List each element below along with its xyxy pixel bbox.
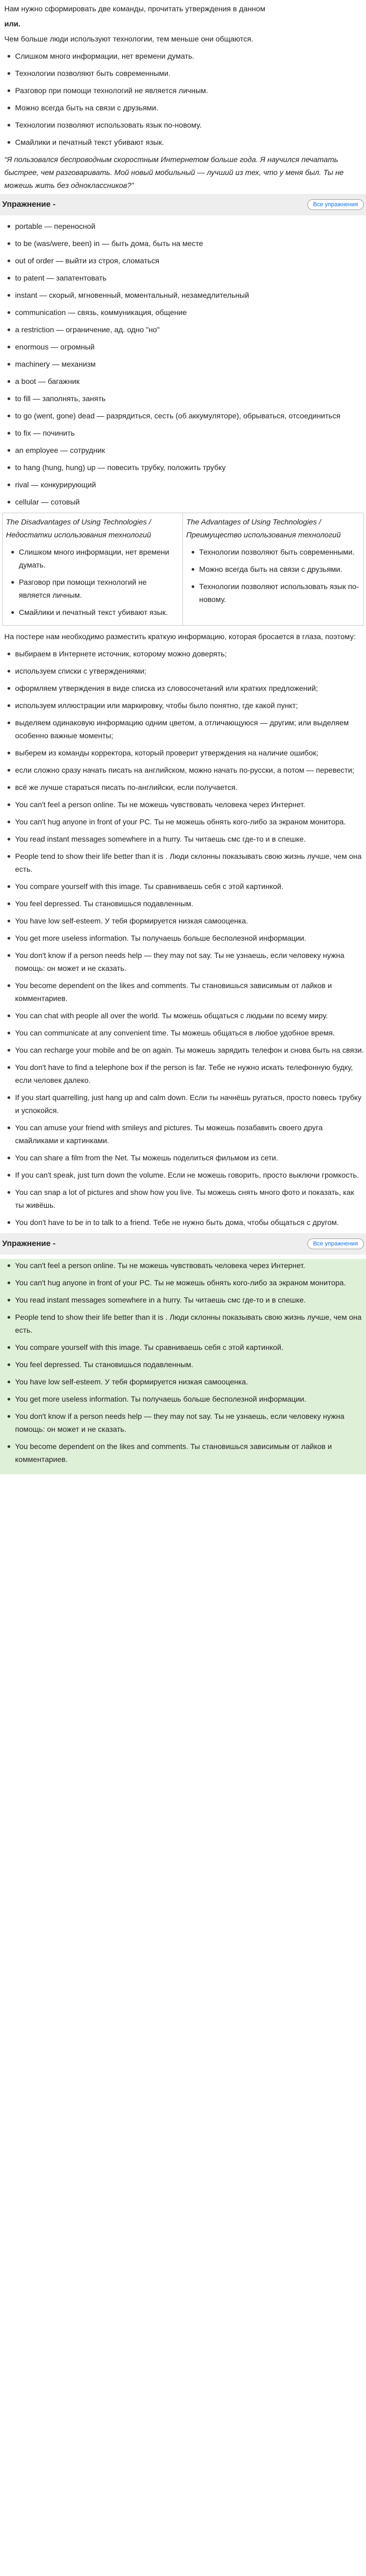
list-item: выберем из команды корректора, который проверит утверждения на наличие ошибок; (2, 746, 364, 759)
list-item: to go (went, gone) dead — разрядиться, сесть (об аккумуляторе), обрываться, отсоединиться (2, 409, 364, 422)
intro-section (0, 2, 366, 192)
list-item: Технологии позволяют использовать язык по-новому. (186, 580, 360, 606)
list-item: всё же лучше стараться писать по-английски, если получается. (2, 781, 364, 794)
list-item: You can't hug anyone in front of your PC. Ты не можешь обнять кого-либо за экраном монитора. (2, 815, 364, 828)
list-item: You compare yourself with this image. Ты сравниваешь себя с этой картинкой. (2, 880, 364, 893)
exercise-title: Упражнение - (2, 200, 56, 209)
column-list (6, 545, 179, 619)
list-item: You can amuse your friend with smileys and pictures. Ты можешь позабавить своего друга смайликами и картинками. (2, 1121, 364, 1147)
list-item: You can't feel a person online. Ты не можешь чувствовать человека через Интернет. (2, 1259, 364, 1272)
list-item: You don't know if a person needs help — they may not say. Ты не узнаешь, если человеку нужна помощь: он может и не сказать. (2, 949, 364, 975)
intro-list (2, 50, 364, 149)
column-list (186, 545, 360, 606)
list-item: Технологии позволяют использовать язык по-новому. (2, 118, 364, 131)
list-item: Смайлики и печатный текст убивают язык. (2, 136, 364, 149)
comparison-table (2, 513, 364, 626)
list-item: to hang (hung, hung) up — повесить трубку, положить трубку (2, 461, 364, 474)
list-item: You can't hug anyone in front of your PC. Ты не можешь обнять кого-либо за экраном монитора. (2, 1276, 364, 1289)
list-item: Разговор при помощи технологий не является личным. (6, 576, 179, 601)
list-item: If you can't speak, just turn down the volume. Если не можешь говорить, просто выключи громкость. (2, 1168, 364, 1181)
exercise-header-2 (0, 1233, 366, 1255)
table-column-advantages (183, 513, 363, 625)
list-item: You don't know if a person needs help — they may not say. Ты не узнаешь, если человеку нужна помощь: он может и не сказать. (2, 1410, 364, 1436)
list-item: You can't feel a person online. Ты не можешь чувствовать человека через Интернет. (2, 798, 364, 811)
list-item: выделяем одинаковую информацию одним цветом, а отличающуюся — другим; или выделяем особенно важные моменты; (2, 716, 364, 742)
poster-tips-list (2, 647, 364, 794)
column-subheader: Преимущество использования технологий (186, 530, 341, 539)
list-item: используем списки с утверждениями; (2, 664, 364, 677)
list-item: You don't have to find a telephone box if the person is far. Тебе не нужно искать телефонную будку, если человек далеко. (2, 1061, 364, 1087)
list-item: You read instant messages somewhere in a hurry. Ты читаешь смс где-то и в спешке. (2, 832, 364, 845)
list-item: machinery — механизм (2, 358, 364, 370)
poster-section (0, 630, 366, 1229)
list-item: to fix — починить (2, 426, 364, 439)
list-item: Технологии позволяют быть современными. (186, 545, 360, 558)
list-item: portable — переносной (2, 220, 364, 233)
list-item: Слишком много информации, нет времени думать. (2, 50, 364, 62)
list-item: если сложно сразу начать писать на английском, можно начать по-русски, а потом — перевести; (2, 764, 364, 776)
list-item: out of order — выйти из строя, сломаться (2, 254, 364, 267)
exercise-title: Упражнение - (2, 1239, 56, 1248)
list-item: instant — скорый, мгновенный, моментальный, незамедлительный (2, 289, 364, 302)
list-item: enormous — огромный (2, 340, 364, 353)
list-item: You become dependent on the likes and comments. Ты становишься зависимым от лайков и комментариев. (2, 1440, 364, 1466)
list-item: to fill — заполнять, занять (2, 392, 364, 405)
list-item: You can share a film from the Net. Ты можешь поделиться фильмом из сети. (2, 1151, 364, 1164)
exercise-header-1 (0, 194, 366, 215)
list-item: You can chat with people all over the world. Ты можешь общаться с людьми по всему миру. (2, 1009, 364, 1022)
list-item: cellular — сотовый (2, 495, 364, 508)
list-item: If you start quarrelling, just hang up and calm down. Если ты начнёшь ругаться, просто повесь трубку и успокойся. (2, 1091, 364, 1117)
list-item: You don't have to be in to talk to a friend. Тебе не нужно быть дома, чтобы общаться с другом. (2, 1216, 364, 1229)
list-item: a restriction — ограничение, ад. одно "но" (2, 323, 364, 336)
list-item: Можно всегда быть на связи с друзьями. (186, 563, 360, 576)
list-item: You can communicate at any convenient time. Ты можешь общаться в любое удобное время. (2, 1026, 364, 1039)
list-item: You get more useless information. Ты получаешь больше бесполезной информации. (2, 1392, 364, 1405)
list-item: используем иллюстрации или маркировку, чтобы было понятно, где какой пункт; (2, 699, 364, 712)
all-exercises-button[interactable]: Все упражнения (307, 1238, 364, 1249)
list-item: to patent — запатентовать (2, 271, 364, 284)
list-item: Разговор при помощи технологий не является личным. (2, 84, 364, 97)
sentences-list (2, 798, 364, 1229)
list-item: оформляем утверждения в виде списка из словосочетаний или кратких предложений; (2, 682, 364, 695)
column-subheader: Недостатки использования технологий (6, 530, 151, 539)
list-item: People tend to show their life better than it is . Люди склонны показывать свою жизнь лучше, чем она есть. (2, 1311, 364, 1336)
vocabulary-list (2, 220, 364, 508)
list-item: You read instant messages somewhere in a hurry. Ты читаешь смс где-то и в спешке. (2, 1293, 364, 1306)
intro-line-1: Нам нужно сформировать две команды, прочитать утверждения в данном (4, 4, 265, 13)
all-exercises-button[interactable]: Все упражнения (307, 199, 364, 210)
list-item: You can recharge your mobile and be on again. Ты можешь зарядить телефон и снова быть на связи. (2, 1044, 364, 1056)
list-item: Технологии позволяют быть современными. (2, 67, 364, 80)
list-item: Смайлики и печатный текст убивают язык. (6, 606, 179, 619)
poster-intro: На постере нам необходимо разместить краткую информацию, которая бросается в глаза, поэтому: (4, 632, 356, 641)
exercise-answers-section (0, 1259, 366, 1474)
vocabulary-section (0, 220, 366, 508)
list-item: rival — конкурирующий (2, 478, 364, 491)
list-item: to be (was/were, been) in — быть дома, быть на месте (2, 237, 364, 250)
article-page (0, 2, 366, 1474)
list-item: communication — связь, коммуникация, общение (2, 306, 364, 319)
list-item: You have low self-esteem. У тебя формируется низкая самооценка. (2, 914, 364, 927)
list-item: You feel depressed. Ты становишься подавленным. (2, 1358, 364, 1371)
list-item: a boot — багажник (2, 375, 364, 388)
list-item: You get more useless information. Ты получаешь больше бесполезной информации. (2, 932, 364, 944)
list-item: You become dependent on the likes and comments. Ты становишься зависимым от лайков и комментариев. (2, 979, 364, 1005)
table-column-disadvantages (3, 513, 183, 625)
intro-quote: “Я пользовался беспроводным скоростным Интернетом больше года. Я научился печатать быстрее, чем разговаривать. Мой новый мобильный — лучший из тех, что у меня был. Ты не можешь жить без одноклассников?” (4, 155, 344, 190)
list-item: You can snap a lot of pictures and show how you live. Ты можешь снять много фото и показать, как ты живёшь. (2, 1186, 364, 1212)
column-header: The Advantages of Using Technologies / (186, 517, 321, 526)
list-item: an employee — сотрудник (2, 444, 364, 457)
list-item: Слишком много информации, нет времени думать. (6, 545, 179, 571)
column-header: The Disadvantages of Using Technologies / (6, 517, 151, 526)
list-item: You feel depressed. Ты становишься подавленным. (2, 897, 364, 910)
list-item: You compare yourself with this image. Ты сравниваешь себя с этой картинкой. (2, 1341, 364, 1354)
list-item: выбираем в Интернете источник, которому можно доверять; (2, 647, 364, 660)
list-item: Можно всегда быть на связи с друзьями. (2, 101, 364, 114)
list-item: You have low self-esteem. У тебя формируется низкая самооценка. (2, 1375, 364, 1388)
intro-line-2: или. (4, 19, 20, 28)
answers-list (2, 1259, 364, 1466)
intro-statement-head: Чем больше люди используют технологии, тем меньше они общаются. (4, 34, 254, 43)
list-item: People tend to show their life better than it is . Люди склонны показывать свою жизнь лучше, чем она есть. (2, 850, 364, 876)
